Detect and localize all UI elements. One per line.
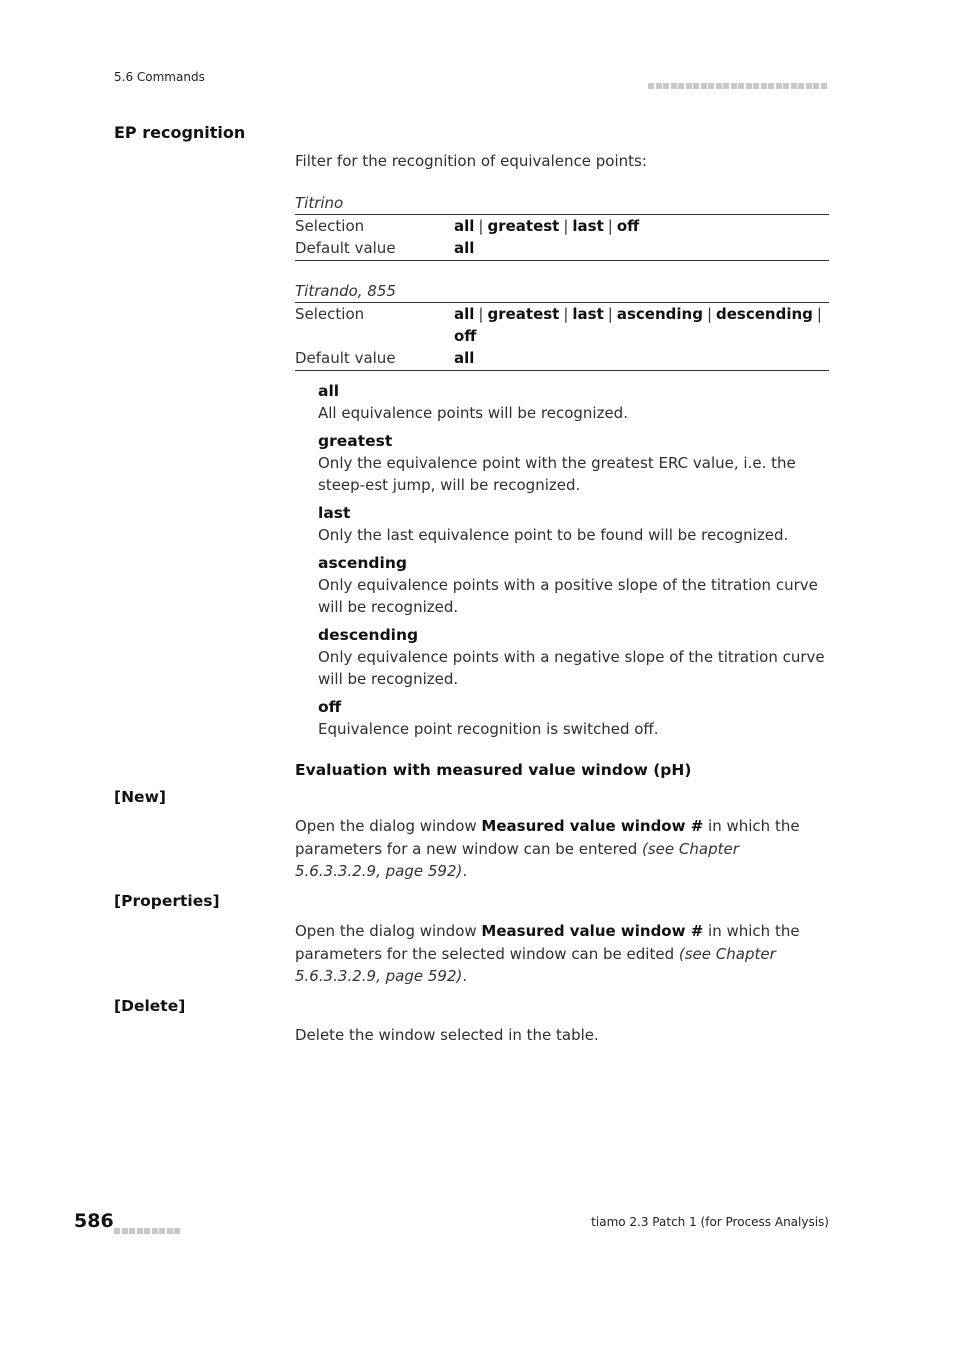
option-name: off [318, 698, 342, 716]
chapter-reference-link[interactable]: (see Chapter 5.6.3.3.2.9, page 592) [295, 944, 776, 985]
value-separator: | [816, 305, 822, 323]
intro-text: Filter for the recognition of equivalence points: [295, 152, 647, 170]
option-name: greatest [318, 432, 393, 450]
decoration-square [671, 83, 677, 89]
table-row-selection [295, 303, 829, 347]
decoration-square [144, 1228, 150, 1234]
new-button-label: [New] [114, 788, 166, 806]
option-description: Only the equivalence point with the greatest ERC value, i.e. the steep-est jump, will be recognized. [318, 454, 796, 494]
delete-button-description: Delete the window selected in the table. [295, 1026, 599, 1044]
decoration-square [693, 83, 699, 89]
value-separator: | [478, 305, 484, 323]
option-item [318, 380, 830, 424]
decoration-square [738, 83, 744, 89]
option-name: ascending [318, 554, 407, 572]
page-number: 586 [74, 1210, 114, 1232]
section-title: EP recognition [114, 123, 246, 142]
selection-value: ascending [616, 305, 703, 323]
selection-value: all [454, 217, 475, 235]
option-item [318, 430, 830, 496]
table-values [454, 303, 829, 347]
decoration-square [648, 83, 654, 89]
option-item [318, 696, 830, 740]
value-separator: | [706, 305, 712, 323]
decoration-square [678, 83, 684, 89]
decoration-square [761, 83, 767, 89]
selection-value: greatest [487, 217, 560, 235]
decoration-square [806, 83, 812, 89]
delete-button-label: [Delete] [114, 997, 186, 1015]
table-key: Default value [295, 349, 396, 367]
table-row-selection [295, 215, 829, 237]
table-values [454, 215, 829, 237]
chapter-reference-link[interactable]: (see Chapter 5.6.3.3.2.9, page 592) [295, 839, 739, 880]
selection-value: off [454, 327, 477, 345]
decoration-square [776, 83, 782, 89]
decoration-square [129, 1228, 135, 1234]
table-caption: Titrino [295, 194, 344, 212]
table-caption: Titrando, 855 [295, 282, 396, 300]
table-key: Selection [295, 217, 365, 235]
table-row-default [295, 237, 829, 259]
table-values [454, 347, 829, 369]
decoration-square [813, 83, 819, 89]
option-name: all [318, 382, 340, 400]
properties-button-label: [Properties] [114, 892, 220, 910]
decoration-square [723, 83, 729, 89]
selection-value: all [454, 349, 475, 367]
header-decoration-squares [648, 74, 829, 82]
option-description: Only equivalence points with a positive slope of the titration curve will be recognized. [318, 576, 818, 616]
decoration-square [159, 1228, 165, 1234]
selection-value: off [616, 217, 640, 235]
table-key: Default value [295, 239, 396, 257]
option-description: Only equivalence points with a negative slope of the titration curve will be recognized. [318, 648, 825, 688]
value-separator: | [563, 305, 569, 323]
option-list [318, 380, 830, 746]
value-separator: | [478, 217, 484, 235]
decoration-square [663, 83, 669, 89]
properties-button-description: Open the dialog window Measured value window # in which the parameters for the selected window can be edited (see Chapter 5.6.3.3.2.9, page 592). [295, 922, 800, 985]
selection-value: last [572, 305, 604, 323]
value-separator: | [607, 217, 613, 235]
value-separator: | [607, 305, 613, 323]
option-item [318, 502, 830, 546]
decoration-square [167, 1228, 173, 1234]
table-row-default [295, 347, 829, 369]
selection-value: descending [716, 305, 813, 323]
decoration-square [656, 83, 662, 89]
footer-product-name: tiamo 2.3 Patch 1 (for Process Analysis) [591, 1215, 829, 1229]
decoration-square [137, 1228, 143, 1234]
decoration-square [821, 83, 827, 89]
decoration-square [731, 83, 737, 89]
new-button-description: Open the dialog window Measured value window # in which the parameters for a new window can be entered (see Chapter 5.6.3.3.2.9, page 592). [295, 817, 800, 880]
option-item [318, 552, 830, 618]
option-description: Only the last equivalence point to be found will be recognized. [318, 526, 789, 544]
decoration-square [716, 83, 722, 89]
selection-value: all [454, 239, 475, 257]
option-description: Equivalence point recognition is switched off. [318, 720, 659, 738]
table-values [454, 237, 829, 259]
decoration-square [701, 83, 707, 89]
table-key: Selection [295, 305, 365, 323]
selection-value: greatest [487, 305, 560, 323]
decoration-square [152, 1228, 158, 1234]
decoration-square [791, 83, 797, 89]
subsection-heading: Evaluation with measured value window (pH) [295, 761, 692, 779]
decoration-square [122, 1228, 128, 1234]
decoration-square [798, 83, 804, 89]
decoration-square [768, 83, 774, 89]
decoration-square [686, 83, 692, 89]
value-separator: | [563, 217, 569, 235]
decoration-square [114, 1228, 120, 1234]
parameter-table-titrando [295, 280, 829, 371]
selection-value: last [572, 217, 604, 235]
decoration-square [753, 83, 759, 89]
decoration-square [174, 1228, 180, 1234]
option-name: last [318, 504, 351, 522]
decoration-square [783, 83, 789, 89]
option-description: All equivalence points will be recognized. [318, 404, 628, 422]
selection-value: all [454, 305, 475, 323]
decoration-square [746, 83, 752, 89]
option-name: descending [318, 626, 419, 644]
decoration-square [708, 83, 714, 89]
running-header-section: 5.6 Commands [114, 70, 205, 84]
parameter-table-titrino [295, 192, 829, 261]
option-item [318, 624, 830, 690]
footer-decoration-squares [114, 1219, 182, 1238]
